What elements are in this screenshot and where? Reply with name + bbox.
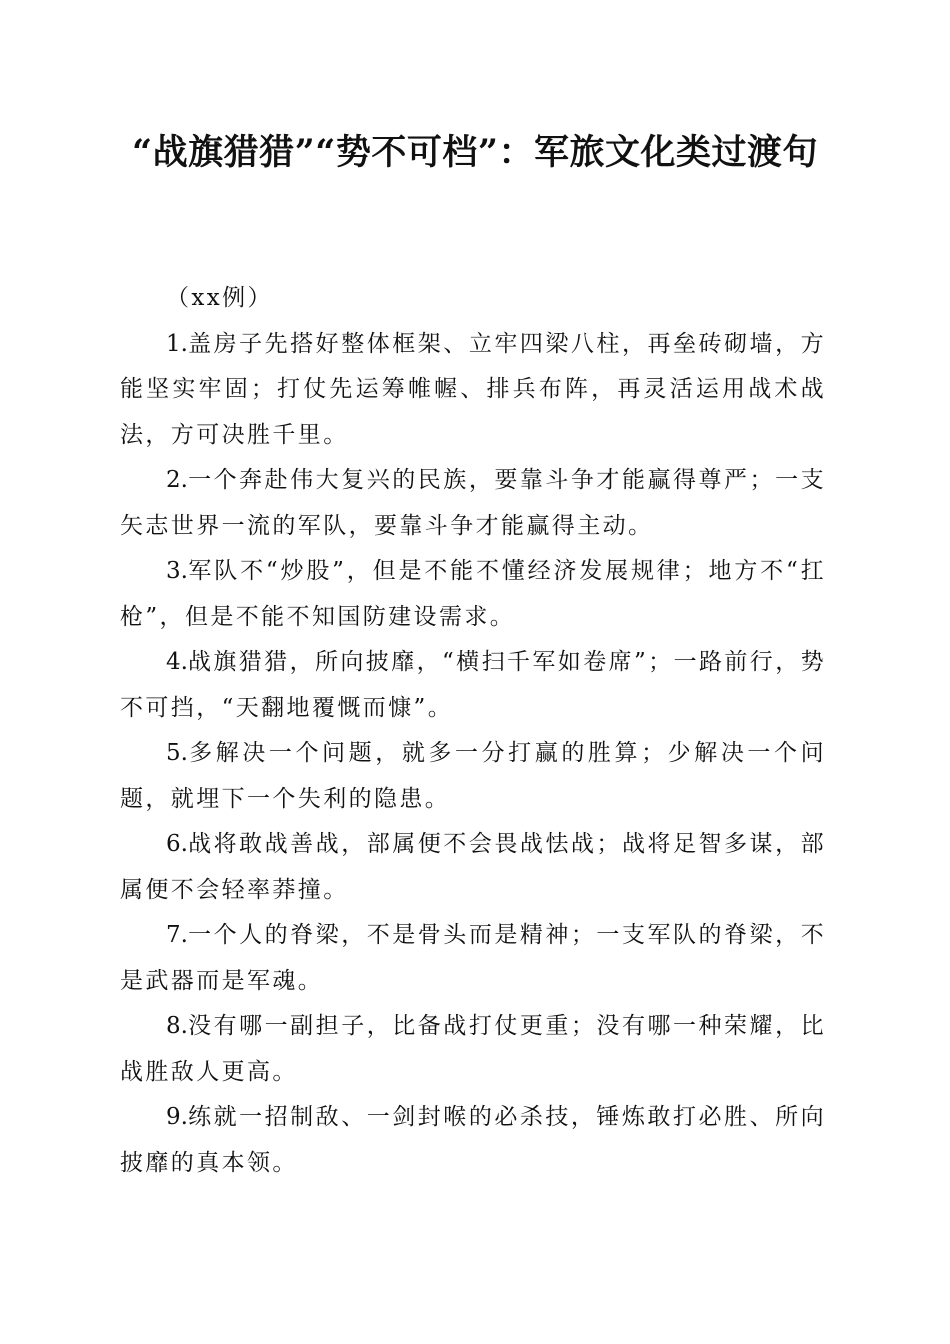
- item-text: 军队不“炒股”，但是不能不懂经济发展规律；地方不“扛枪”，但是不能不知国防建设需求。: [120, 558, 826, 630]
- item-number: 3.: [166, 558, 188, 584]
- item-text: 没有哪一副担子，比备战打仗更重；没有哪一种荣耀，比战胜敌人更高。: [120, 1013, 826, 1085]
- list-item: [120, 731, 826, 822]
- item-number: 7.: [166, 922, 188, 948]
- list-item: [120, 1004, 826, 1095]
- item-text: 战旗猎猎，所向披靡，“横扫千军如卷席”；一路前行，势不可挡，“天翻地覆慨而慷”。: [120, 649, 826, 721]
- list-item: [120, 913, 826, 1004]
- item-number: 4.: [166, 649, 188, 675]
- list-item: [120, 822, 826, 913]
- item-number: 2.: [166, 467, 188, 493]
- list-item: [120, 322, 826, 459]
- item-text: 多解决一个问题，就多一分打赢的胜算；少解决一个问题，就埋下一个失利的隐患。: [120, 740, 826, 812]
- list-item: [120, 549, 826, 640]
- item-text: 一个奔赴伟大复兴的民族，要靠斗争才能赢得尊严；一支矢志世界一流的军队，要靠斗争才能赢得主动。: [120, 467, 826, 539]
- document-body: [120, 276, 826, 1186]
- example-count: （xx例）: [166, 285, 273, 311]
- item-number: 8.: [166, 1013, 188, 1039]
- item-number: 9.: [166, 1104, 188, 1130]
- list-item: [120, 640, 826, 731]
- item-number: 1.: [166, 330, 188, 357]
- list-item: [120, 458, 826, 549]
- item-text: 战将敢战善战，部属便不会畏战怯战；战将足智多谋，部属便不会轻率莽撞。: [120, 831, 826, 903]
- list-item: [120, 1095, 826, 1186]
- item-number: 6.: [166, 831, 188, 857]
- item-text: 一个人的脊梁，不是骨头而是精神；一支军队的脊梁，不是武器而是军魂。: [120, 922, 826, 994]
- page-title: “战旗猎猎”“势不可档”：军旅文化类过渡句: [131, 132, 819, 173]
- item-number: 5.: [166, 740, 188, 766]
- item-text: 盖房子先搭好整体框架、立牢四梁八柱，再垒砖砌墙，方能坚实牢固；打仗先运筹帷幄、排兵布阵，再灵活运用战术战法，方可决胜千里。: [120, 330, 826, 448]
- item-text: 练就一招制敌、一剑封喉的必杀技，锤炼敢打必胜、所向披靡的真本领。: [120, 1104, 826, 1176]
